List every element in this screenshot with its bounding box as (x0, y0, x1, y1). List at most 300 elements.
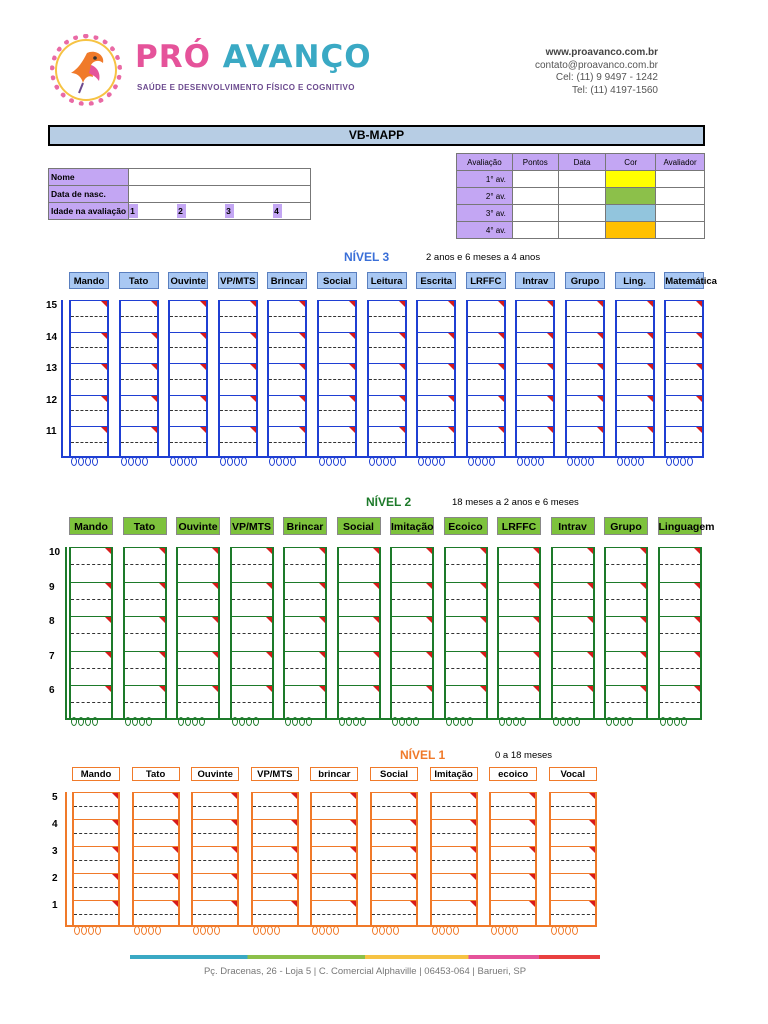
n1-score-circle[interactable] (446, 926, 452, 935)
n2-score-circle[interactable] (299, 717, 305, 726)
n2-corner-marker (373, 686, 379, 692)
n1-score-circle[interactable] (439, 926, 445, 935)
n2-half-line (71, 564, 111, 565)
eval-date-cell[interactable] (558, 171, 606, 188)
n1-half-line (372, 887, 416, 888)
n2-corner-marker (587, 686, 593, 692)
n3-corner-marker (151, 301, 157, 307)
n3-corner-marker (200, 396, 206, 402)
n1-corner-marker (231, 793, 237, 799)
n3-score-circle[interactable] (425, 457, 431, 466)
n2-skill-column[interactable] (444, 547, 488, 720)
n2-score-circle[interactable] (499, 717, 505, 726)
n3-score-circle[interactable] (135, 457, 141, 466)
n2-score-circle[interactable] (520, 717, 526, 726)
n3-score-circle[interactable] (184, 457, 190, 466)
n3-half-line (418, 379, 454, 380)
n1-score-circle[interactable] (260, 926, 266, 935)
n1-axis-number: 4 (52, 819, 58, 830)
n1-skill-column[interactable] (489, 792, 537, 927)
n3-score-circle[interactable] (638, 457, 644, 466)
n3-axis-number: 15 (46, 300, 58, 311)
n1-skill-column[interactable] (430, 792, 478, 927)
eval-points-cell[interactable] (512, 222, 558, 239)
n2-half-line (71, 633, 111, 634)
n1-score-circle[interactable] (141, 926, 147, 935)
n2-score-circle[interactable] (192, 717, 198, 726)
n2-score-circle[interactable] (506, 717, 512, 726)
n1-score-circle[interactable] (393, 926, 399, 935)
n1-score-circle[interactable] (512, 926, 518, 935)
n2-score-circle[interactable] (574, 717, 580, 726)
n3-half-line (666, 379, 702, 380)
n3-axis-number: 13 (46, 363, 58, 374)
n3-score-circle[interactable] (170, 457, 176, 466)
n3-axis-number: 14 (46, 331, 58, 343)
n3-corner-marker (151, 333, 157, 339)
n3-corner-marker (101, 364, 107, 370)
n2-skill-column[interactable] (176, 547, 220, 720)
n1-axis-number: 1 (52, 900, 58, 911)
n3-half-line (517, 442, 553, 443)
n3-column-label: Grupo (565, 272, 605, 289)
n2-score-circle[interactable] (92, 717, 98, 726)
n1-skill-column[interactable] (549, 792, 597, 927)
n3-score-circle[interactable] (482, 457, 488, 466)
eval-row-label: 3° av. (457, 205, 513, 222)
n3-score-circle[interactable] (85, 457, 91, 466)
n2-column-label: Ecoico (444, 517, 488, 535)
n3-half-line (418, 442, 454, 443)
n1-score-circle[interactable] (267, 926, 273, 935)
n3-score-circle[interactable] (624, 457, 630, 466)
n1-score-circle[interactable] (379, 926, 385, 935)
eval-color-swatch (606, 188, 656, 205)
eval-color-swatch (606, 171, 656, 188)
n3-skill-column[interactable] (416, 300, 456, 458)
n1-corner-marker (172, 874, 178, 880)
n3-score-circle[interactable] (333, 457, 339, 466)
n3-score-circle[interactable] (574, 457, 580, 466)
n1-score-circle[interactable] (312, 926, 318, 935)
brand-word-2: AVANÇO (222, 39, 372, 75)
name-field[interactable] (129, 169, 311, 186)
n2-skill-column[interactable] (390, 547, 434, 720)
n1-skill-column[interactable] (370, 792, 418, 927)
n2-skill-column[interactable] (69, 547, 113, 720)
n3-score-circle[interactable] (191, 457, 197, 466)
n3-score-circle[interactable] (369, 457, 375, 466)
n2-score-circle[interactable] (446, 717, 452, 726)
n3-score-circle[interactable] (538, 457, 544, 466)
n2-corner-marker (319, 583, 325, 589)
n3-score-circle[interactable] (581, 457, 587, 466)
n3-half-line (121, 442, 157, 443)
n3-score-circle[interactable] (524, 457, 530, 466)
n2-score-circle[interactable] (560, 717, 566, 726)
n2-score-circle[interactable] (620, 717, 626, 726)
n2-circle-group (499, 717, 526, 726)
n2-score-circle[interactable] (232, 717, 238, 726)
n2-score-circle[interactable] (413, 717, 419, 726)
n1-score-circle[interactable] (207, 926, 213, 935)
n3-skill-column[interactable] (466, 300, 506, 458)
n3-score-circle[interactable] (468, 457, 474, 466)
n1-score-circle[interactable] (319, 926, 325, 935)
n2-score-circle[interactable] (71, 717, 77, 726)
n3-skill-column[interactable] (515, 300, 555, 458)
n2-score-circle[interactable] (346, 717, 352, 726)
n3-score-circle[interactable] (390, 457, 396, 466)
n1-score-circle[interactable] (432, 926, 438, 935)
n2-score-circle[interactable] (667, 717, 673, 726)
n2-score-circle[interactable] (239, 717, 245, 726)
n2-score-circle[interactable] (85, 717, 91, 726)
n1-score-circle[interactable] (491, 926, 497, 935)
n3-score-circle[interactable] (269, 457, 275, 466)
n2-half-line (71, 702, 111, 703)
n3-score-circle[interactable] (319, 457, 325, 466)
n1-score-circle[interactable] (551, 926, 557, 935)
n2-half-line (71, 599, 111, 600)
n3-column-label: VP/MTS (218, 272, 258, 289)
n3-score-circle[interactable] (489, 457, 495, 466)
n2-score-circle[interactable] (674, 717, 680, 726)
n1-corner-marker (410, 820, 416, 826)
n3-score-circle[interactable] (666, 457, 672, 466)
n3-score-circle[interactable] (121, 457, 127, 466)
n3-score-circle[interactable] (220, 457, 226, 466)
n2-skill-column[interactable] (658, 547, 702, 720)
n2-half-line (392, 564, 432, 565)
n3-score-circle[interactable] (588, 457, 594, 466)
n2-half-line (553, 633, 593, 634)
eval-date-cell[interactable] (558, 188, 606, 205)
n1-axis-line (65, 792, 67, 927)
n1-score-circle[interactable] (326, 926, 332, 935)
email-link[interactable]: contato@proavanco.com.br (535, 59, 658, 71)
n3-half-line (121, 316, 157, 317)
eval-date-cell[interactable] (558, 205, 606, 222)
n2-score-circle[interactable] (460, 717, 466, 726)
n3-half-line (666, 442, 702, 443)
n3-corner-marker (696, 364, 702, 370)
n2-score-circle[interactable] (285, 717, 291, 726)
n2-score-circle[interactable] (78, 717, 84, 726)
n3-corner-marker (547, 427, 553, 433)
eval-row-label: 2° av. (457, 188, 513, 205)
n2-score-circle[interactable] (185, 717, 191, 726)
n1-half-line (491, 806, 535, 807)
n3-score-circle[interactable] (283, 457, 289, 466)
n3-score-circle[interactable] (673, 457, 679, 466)
n3-half-line (170, 379, 206, 380)
n2-score-circle[interactable] (292, 717, 298, 726)
n3-score-circle[interactable] (418, 457, 424, 466)
n2-skill-column[interactable] (283, 547, 327, 720)
n2-circle-group (178, 717, 205, 726)
n3-corner-marker (498, 364, 504, 370)
n1-circle-group (253, 926, 280, 935)
n3-skill-column[interactable] (565, 300, 605, 458)
n1-corner-marker (112, 793, 118, 799)
n2-score-circle[interactable] (139, 717, 145, 726)
n3-score-circle[interactable] (432, 457, 438, 466)
n1-score-circle[interactable] (74, 926, 80, 935)
n1-score-circle[interactable] (572, 926, 578, 935)
n3-skill-column[interactable] (218, 300, 258, 458)
n1-half-line (432, 887, 476, 888)
n3-corner-marker (200, 364, 206, 370)
n3-score-circle[interactable] (531, 457, 537, 466)
eval-evaluator-cell[interactable] (656, 171, 705, 188)
n3-score-circle[interactable] (340, 457, 346, 466)
n3-half-line (269, 347, 305, 348)
n1-skill-column[interactable] (310, 792, 358, 927)
n2-corner-marker (212, 548, 218, 554)
n2-score-circle[interactable] (513, 717, 519, 726)
n3-column-label: Social (317, 272, 357, 289)
n3-skill-column[interactable] (119, 300, 159, 458)
n3-skill-column[interactable] (615, 300, 655, 458)
eval-row (457, 222, 705, 239)
n2-score-circle[interactable] (399, 717, 405, 726)
n1-score-circle[interactable] (558, 926, 564, 935)
eval-header-data: Data (558, 154, 606, 171)
n2-skill-column[interactable] (604, 547, 648, 720)
eval-header-avaliacao: Avaliação (457, 154, 513, 171)
n1-score-circle[interactable] (505, 926, 511, 935)
n3-skill-column[interactable] (367, 300, 407, 458)
n1-score-circle[interactable] (95, 926, 101, 935)
age-field[interactable] (129, 203, 311, 220)
n3-score-circle[interactable] (631, 457, 637, 466)
n3-score-circle[interactable] (92, 457, 98, 466)
n1-score-circle[interactable] (386, 926, 392, 935)
n2-circle-group (232, 717, 259, 726)
n2-score-circle[interactable] (567, 717, 573, 726)
n3-score-circle[interactable] (177, 457, 183, 466)
n3-corner-marker (597, 427, 603, 433)
n2-score-circle[interactable] (613, 717, 619, 726)
n2-half-line (232, 564, 272, 565)
n1-half-line (74, 887, 118, 888)
n3-score-circle[interactable] (687, 457, 693, 466)
n1-half-line (491, 914, 535, 915)
eval-date-cell[interactable] (558, 222, 606, 239)
n3-half-line (71, 347, 107, 348)
birth-date-field[interactable] (129, 186, 311, 203)
n3-column-label: Escrita (416, 272, 456, 289)
n3-score-circle[interactable] (290, 457, 296, 466)
n3-corner-marker (696, 396, 702, 402)
eval-evaluator-cell[interactable] (656, 205, 705, 222)
n2-score-circle[interactable] (178, 717, 184, 726)
n3-score-circle[interactable] (276, 457, 282, 466)
n1-half-line (193, 806, 237, 807)
n1-skill-column[interactable] (191, 792, 239, 927)
n1-score-circle[interactable] (498, 926, 504, 935)
n1-score-circle[interactable] (333, 926, 339, 935)
n3-score-circle[interactable] (227, 457, 233, 466)
n1-corner-marker (350, 901, 356, 907)
n3-corner-marker (448, 427, 454, 433)
n3-score-circle[interactable] (128, 457, 134, 466)
n2-half-line (499, 633, 539, 634)
n1-corner-marker (112, 874, 118, 880)
n1-half-line (74, 914, 118, 915)
n3-half-line (71, 379, 107, 380)
n1-score-circle[interactable] (81, 926, 87, 935)
n1-corner-marker (589, 793, 595, 799)
n3-score-circle[interactable] (475, 457, 481, 466)
n3-score-circle[interactable] (78, 457, 84, 466)
n1-score-circle[interactable] (155, 926, 161, 935)
n2-skill-column[interactable] (230, 547, 274, 720)
n1-axis-number: 2 (52, 873, 58, 884)
n2-score-circle[interactable] (392, 717, 398, 726)
n2-corner-marker (426, 583, 432, 589)
n2-score-circle[interactable] (553, 717, 559, 726)
n1-column-label: Tato (132, 767, 180, 781)
n1-score-circle[interactable] (453, 926, 459, 935)
n1-score-circle[interactable] (274, 926, 280, 935)
n2-score-circle[interactable] (306, 717, 312, 726)
n2-half-line (606, 599, 646, 600)
n3-score-circle[interactable] (241, 457, 247, 466)
n3-half-line (468, 347, 504, 348)
eval-points-cell[interactable] (512, 188, 558, 205)
n1-half-line (372, 860, 416, 861)
n3-score-circle[interactable] (376, 457, 382, 466)
n2-half-line (606, 633, 646, 634)
n2-score-circle[interactable] (132, 717, 138, 726)
n1-skill-column[interactable] (251, 792, 299, 927)
age-label: Idade na avaliação (49, 203, 129, 220)
n1-score-circle[interactable] (372, 926, 378, 935)
n3-skill-column[interactable] (664, 300, 704, 458)
n3-score-circle[interactable] (142, 457, 148, 466)
n2-axis-number: 7 (49, 650, 55, 662)
n2-score-circle[interactable] (199, 717, 205, 726)
n3-score-circle[interactable] (680, 457, 686, 466)
n2-score-circle[interactable] (467, 717, 473, 726)
n2-half-line (178, 668, 218, 669)
n2-corner-marker (159, 617, 165, 623)
n1-half-line (134, 914, 178, 915)
n2-skill-column[interactable] (337, 547, 381, 720)
n2-corner-marker (694, 686, 700, 692)
eval-points-cell[interactable] (512, 171, 558, 188)
n3-skill-column[interactable] (267, 300, 307, 458)
n1-corner-marker (172, 847, 178, 853)
n1-half-line (193, 887, 237, 888)
n1-score-circle[interactable] (565, 926, 571, 935)
eval-points-cell[interactable] (512, 205, 558, 222)
n3-score-circle[interactable] (567, 457, 573, 466)
n3-score-circle[interactable] (439, 457, 445, 466)
n1-score-circle[interactable] (200, 926, 206, 935)
n1-corner-marker (589, 901, 595, 907)
website-link[interactable]: www.proavanco.com.br (545, 47, 658, 58)
n3-corner-marker (349, 364, 355, 370)
n3-corner-marker (498, 427, 504, 433)
n3-half-line (418, 410, 454, 411)
n2-column-label: Mando (69, 517, 113, 535)
n1-score-circle[interactable] (253, 926, 259, 935)
n3-corner-marker (399, 301, 405, 307)
n1-score-circle[interactable] (134, 926, 140, 935)
n3-corner-marker (547, 364, 553, 370)
n2-score-circle[interactable] (453, 717, 459, 726)
n1-skill-column[interactable] (132, 792, 180, 927)
eval-evaluator-cell[interactable] (656, 188, 705, 205)
n3-corner-marker (399, 427, 405, 433)
n2-score-circle[interactable] (246, 717, 252, 726)
n2-score-circle[interactable] (253, 717, 259, 726)
n3-half-line (319, 347, 355, 348)
n3-score-circle[interactable] (617, 457, 623, 466)
n2-score-circle[interactable] (360, 717, 366, 726)
n3-half-line (170, 347, 206, 348)
n2-score-circle[interactable] (660, 717, 666, 726)
n3-circle-group (369, 457, 396, 466)
n1-score-circle[interactable] (88, 926, 94, 935)
n2-score-circle[interactable] (146, 717, 152, 726)
n3-corner-marker (349, 301, 355, 307)
n1-column-label: ecoico (489, 767, 537, 781)
eval-evaluator-cell[interactable] (656, 222, 705, 239)
n3-column-label: LRFFC (466, 272, 506, 289)
n2-corner-marker (319, 617, 325, 623)
n1-half-line (253, 887, 297, 888)
n3-score-circle[interactable] (71, 457, 77, 466)
n2-corner-marker (319, 548, 325, 554)
n2-corner-marker (319, 652, 325, 658)
n2-score-circle[interactable] (406, 717, 412, 726)
n2-skill-column[interactable] (551, 547, 595, 720)
n1-score-circle[interactable] (193, 926, 199, 935)
n2-half-line (553, 702, 593, 703)
n2-skill-column[interactable] (123, 547, 167, 720)
n1-corner-marker (350, 874, 356, 880)
n3-skill-column[interactable] (69, 300, 109, 458)
n2-score-circle[interactable] (627, 717, 633, 726)
n3-corner-marker (250, 333, 256, 339)
n3-skill-column[interactable] (168, 300, 208, 458)
n2-score-circle[interactable] (606, 717, 612, 726)
n1-skill-column[interactable] (72, 792, 120, 927)
n3-score-circle[interactable] (383, 457, 389, 466)
n2-score-circle[interactable] (681, 717, 687, 726)
n1-half-line (432, 806, 476, 807)
n2-skill-column[interactable] (497, 547, 541, 720)
n3-score-circle[interactable] (326, 457, 332, 466)
n2-score-circle[interactable] (339, 717, 345, 726)
n1-corner-marker (529, 847, 535, 853)
n3-skill-column[interactable] (317, 300, 357, 458)
n2-score-circle[interactable] (353, 717, 359, 726)
n1-score-circle[interactable] (214, 926, 220, 935)
n3-half-line (369, 347, 405, 348)
n1-score-circle[interactable] (148, 926, 154, 935)
n3-half-line (269, 316, 305, 317)
n3-score-circle[interactable] (517, 457, 523, 466)
n2-score-circle[interactable] (125, 717, 131, 726)
n3-score-circle[interactable] (234, 457, 240, 466)
n2-corner-marker (587, 583, 593, 589)
n1-corner-marker (350, 820, 356, 826)
